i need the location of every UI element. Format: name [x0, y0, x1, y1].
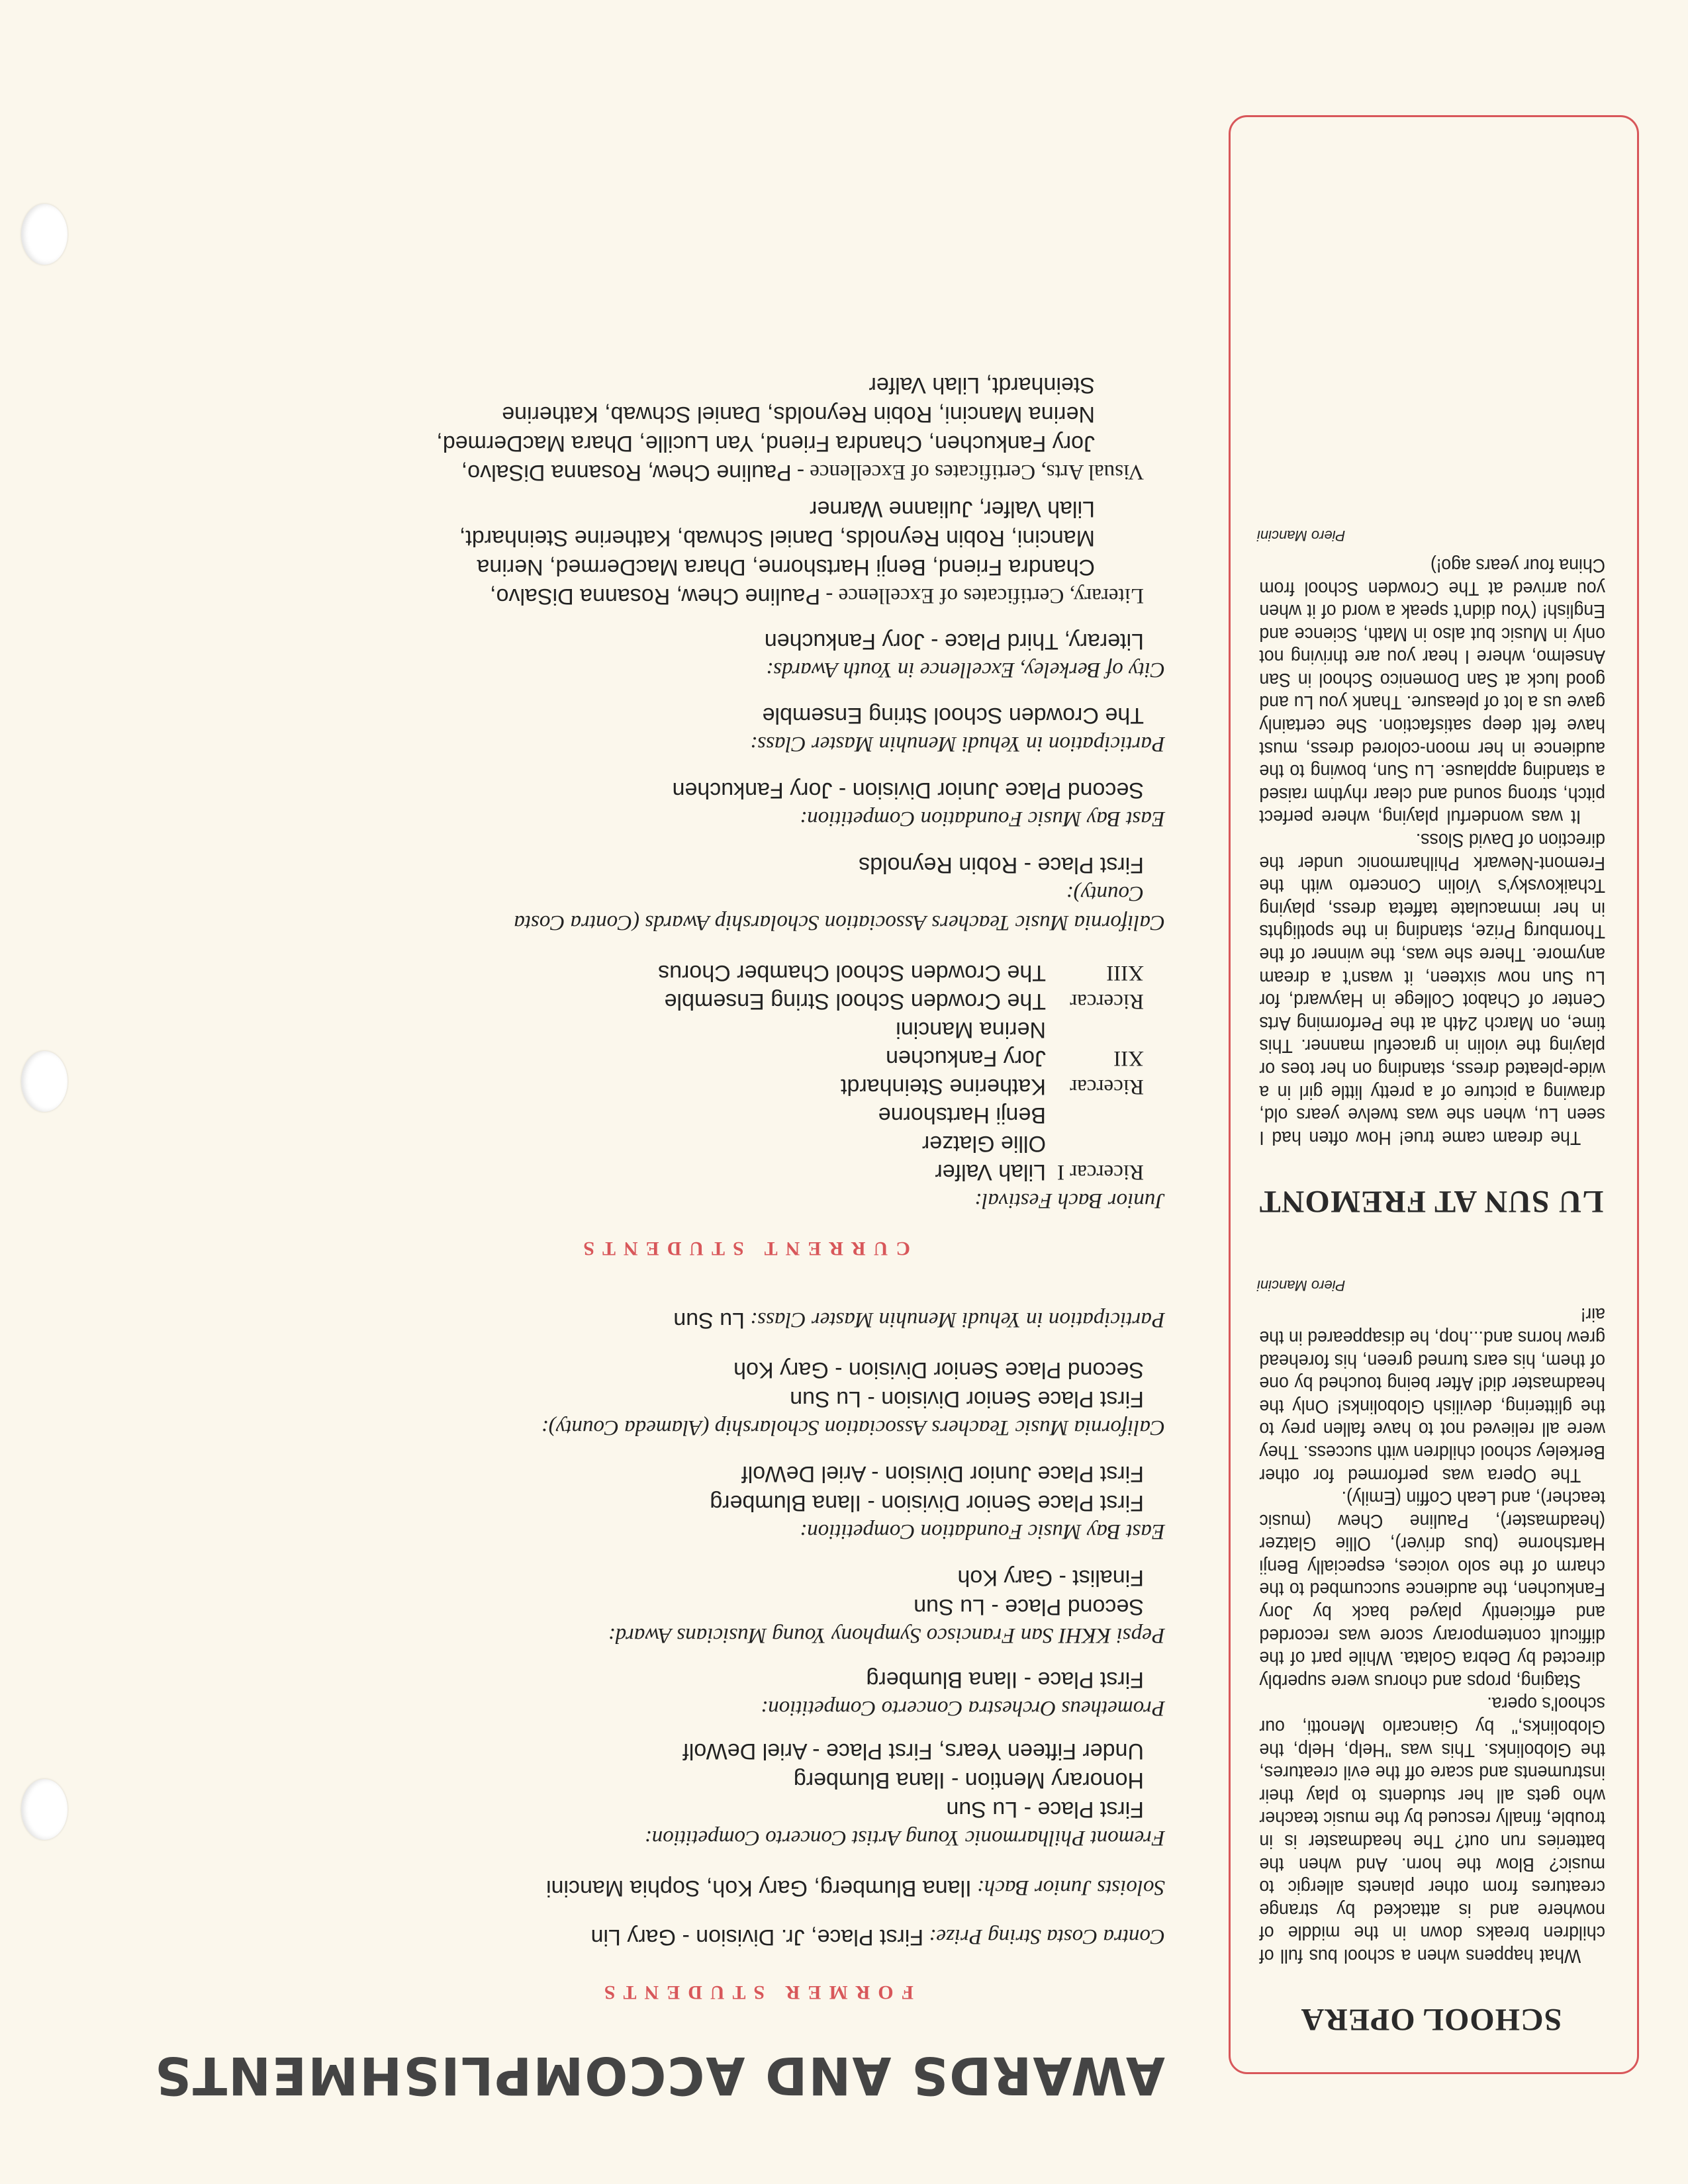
ricercar-group: [79, 1101, 1165, 1186]
award-category: Fremont Philharmonic Young Artist Concerto Competition:: [644, 1826, 1165, 1850]
award-line: First Place - Robin Reynolds: [859, 852, 1144, 878]
award-value: Lu Sun: [673, 1308, 745, 1333]
award-line: Second Place Senior Division - Gary Koh: [733, 1357, 1144, 1383]
ricercar-name: Ollie Glatzer: [921, 1131, 1046, 1156]
binder-hole-bottom: [21, 204, 68, 265]
school-opera-title: SCHOOL OPERA: [1300, 2002, 1562, 2037]
award-entry: [79, 700, 1165, 758]
certificate-names: Pauline Chew, Rosanna DiSalvo,: [490, 584, 821, 609]
award-category: Participation in Yehudi Menuhin Master Class:: [750, 732, 1165, 756]
award-line: The Crowden School String Ensemble: [762, 703, 1144, 728]
ricercar-group: [79, 958, 1165, 1015]
award-category: City of Berkeley, Excellence in Youth Awards:: [766, 658, 1165, 682]
award-entry: [79, 1459, 1165, 1546]
ricercar-name: Benji Hartshorne: [878, 1103, 1046, 1128]
award-category: Participation in Yehudi Menuhin Master Class:: [750, 1308, 1165, 1332]
award-line: First Place Senior Division - Ilana Blumberg: [710, 1490, 1144, 1516]
current-students-heading: CURRENT STUDENTS: [575, 1238, 910, 1259]
award-entry: [79, 1305, 1165, 1335]
lu-sun-paragraph: It was wonderful playing, where perfect pitch, strong sound and clear rhythm raised a standing applause. Lu Sun, bowing to the audience in her moon-colored dress, must have felt deep satisfaction. She certainly gave us a lot of pleasure. Thank you Lu and good luck at San Domenico School in San Anselmo, where I hear you are thriving not only in Music but also in Math, Science and English! (You didn't speak a word of it when you arrived at The Crowden School from China four years ago!): [1259, 554, 1605, 828]
ricercar-name: Nerina Mancini: [896, 1017, 1046, 1042]
award-line: Second Place - Lu Sun: [914, 1594, 1144, 1619]
award-line: Literary, Third Place - Jory Fankuchen: [764, 629, 1144, 654]
certificate-entry: [79, 494, 1165, 610]
ricercar-name: Katherine Steinhardt: [841, 1074, 1046, 1099]
award-category: Pepsi KKHI San Francisco Symphony Young Musicians Award:: [608, 1623, 1165, 1647]
binder-hole-top: [21, 1779, 68, 1840]
ricercar-label: Ricercar XII: [1070, 1046, 1144, 1099]
certificate-names: Jory Fankuchen, Chandra Friend, Yan Lucille, Dhara MacDermed,: [436, 431, 1095, 456]
sidebar-box: [1229, 115, 1639, 2074]
certificate-names: Steinhardt, Lilah Valfer: [868, 373, 1095, 398]
award-line: Honorary Mention - Ilana Blumberg: [793, 1768, 1144, 1793]
award-value: Ilana Blumberg, Gary Koh, Sophia Mancini: [546, 1876, 972, 1901]
certificate-names: Chandra Friend, Benji Hartshorne, Dhara MacDermed, Nerina: [477, 555, 1095, 580]
award-entry: [79, 1355, 1165, 1442]
ricercar-name: Jory Fankuchen: [886, 1046, 1046, 1071]
certificate-names: Pauline Chew, Rosanna DiSalvo,: [461, 460, 792, 485]
award-category: Soloists Junior Bach:: [976, 1876, 1165, 1899]
award-entry: [79, 1922, 1165, 1952]
award-line: First Place Senior Division - Lu Sun: [790, 1387, 1144, 1412]
certificate-names: Lilah Valfer, Julianne Warner: [810, 496, 1095, 522]
award-line: Finalist - Gary Koh: [957, 1565, 1144, 1590]
award-category: Prometheus Orchestra Concerto Competition:: [761, 1696, 1165, 1720]
ricercar-name: The Crowden School Chamber Chorus: [658, 960, 1046, 985]
certificate-label: Visual Arts, Certificates of Excellence -: [791, 460, 1144, 484]
award-line: First Place Junior Division - Ariel DeWolf: [741, 1461, 1144, 1486]
award-category: Contra Costa String Prize:: [929, 1925, 1165, 1948]
ricercar-group: [79, 1015, 1165, 1101]
award-category: East Bay Music Foundation Competition:: [800, 1520, 1165, 1543]
award-line: Under Fifteen Years, First Place - Ariel DeWolf: [682, 1739, 1144, 1764]
opera-paragraph: The Opera was performed for other Berkeley school children with success. They were all relieved not to have fallen prey to the glittering, devilish Globolinks! Only the headmaster did! After being touched by one of them, his ears turned green, his forehead grew horns and...hop, he disappeared in the air!: [1259, 1304, 1605, 1486]
award-entry: [79, 1736, 1165, 1852]
award-entry: [79, 1873, 1165, 1903]
lu-sun-paragraph: The dream came true! How often had I seen Lu, when she was twelve years old, drawing a picture of a pretty little girl in a wide-pleated dress, standing on her toes or playing the violin in graceful manner. This time, on March 24th at the Performing Arts Center of Chabot College in Hayward, for Lu Sun now sixteen, it wasn't a dream anymore. There she was, the winner of the Thornburg Prize, standing in the spotlights in her immaculate taffeta dress, playing Tchaikovsky's Violin Concerto with the Fremont-Newark Philharmonic under the direction of David Sloss.: [1259, 829, 1605, 1148]
certificate-label: Literary, Certificates of Excellence -: [820, 584, 1144, 608]
former-students-heading: FORMER STUDENTS: [596, 1981, 914, 2003]
ricercar-name: Lilah Valfer: [935, 1160, 1046, 1185]
award-entry: [79, 1563, 1165, 1650]
opera-paragraph: What happens when a school bus full of children breaks down in the middle of nowhere and is attacked by strange creatures from other planets allergic to music? Blow the horn. And when the batteries run out? The headmaster is in trouble, finally rescued by the music teacher who gets all her students to play their instruments and scare off the evil creatures, the Globolinks. This was "Help, Help, the Globolinks," by Giancarlo Menotti, our school's opera.: [1259, 1693, 1605, 1966]
award-line: First Place - Ilana Blumberg: [866, 1667, 1144, 1692]
certificate-names: Mancini, Robin Reynolds, Daniel Schwab, Katherine Steinhardt,: [459, 525, 1095, 551]
award-line: Second Place Junior Division - Jory Fankuchen: [672, 778, 1144, 803]
award-category-continued: County):: [1066, 882, 1144, 905]
award-entry: [79, 626, 1165, 684]
opera-paragraph: Staging, props and chorus were superbly directed by Debra Golata. While part of the difficult contemporary score was recorded and efficiently played back by Jory Fankuchen, the audience succumbed to the charm of the solo voices, especially Benji Hartshorne (bus driver), Ollie Glatzer (headmaster), Pauline Chew (music teacher), and Leah Coffin (Emily).: [1259, 1487, 1605, 1692]
award-category: East Bay Music Foundation Competition:: [800, 807, 1165, 831]
ricercar-label: Ricercar I: [1057, 1160, 1144, 1184]
page-title: AWARDS AND ACCOMPLISHMENTS: [154, 2045, 1165, 2105]
award-entry: [79, 958, 1165, 1215]
award-category: California Music Teachers Association Scholarship (Alameda County):: [541, 1416, 1165, 1439]
award-entry: [79, 775, 1165, 833]
award-category: California Music Teachers Association Scholarship Awards (Contra Costa: [514, 911, 1165, 934]
opera-signature: Piero Mancini: [1257, 1277, 1346, 1294]
award-entry: [79, 1664, 1165, 1723]
award-value: First Place, Jr. Division - Gary Lin: [590, 1925, 924, 1950]
certificate-names: Nerina Mancini, Robin Reynolds, Daniel Schwab, Katherine: [502, 402, 1095, 427]
award-category: Junior Bach Festival:: [974, 1189, 1165, 1212]
certificate-entry: [79, 370, 1165, 486]
lu-sun-title: LU SUN AT FREMONT: [1258, 1183, 1604, 1219]
lu-sun-signature: Piero Mancini: [1257, 527, 1346, 545]
award-entry: [79, 850, 1165, 937]
binder-hole-middle: [21, 1051, 68, 1112]
ricercar-name: The Crowden School String Ensemble: [664, 989, 1046, 1014]
award-line: First Place - Lu Sun: [946, 1797, 1144, 1822]
ricercar-label: Ricercar XIII: [1070, 961, 1144, 1013]
